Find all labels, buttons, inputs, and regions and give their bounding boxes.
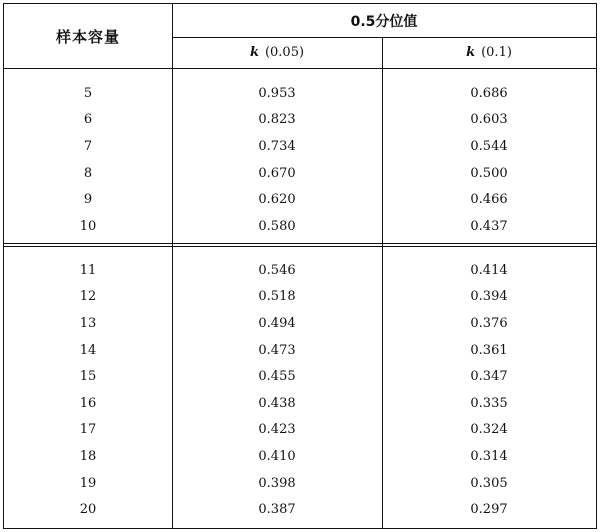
sample-size-cell: 10	[79, 218, 97, 234]
k005-cell: 0.410	[258, 448, 296, 464]
k01-cell: 0.414	[470, 262, 508, 278]
sample-size-cell: 20	[79, 502, 97, 518]
sample-size-cell: 13	[79, 315, 97, 331]
k005-cell: 0.423	[258, 422, 296, 438]
k01-cell: 0.500	[470, 165, 508, 181]
k01-cell: 0.376	[470, 315, 508, 331]
table-row	[4, 496, 596, 523]
k01-cell: 0.394	[470, 289, 508, 305]
k01-cell: 0.437	[470, 218, 508, 234]
sample-size-cell: 8	[83, 165, 93, 181]
table-row	[4, 213, 596, 240]
header-sample-size: 样本容量	[55, 27, 120, 46]
header-k-01	[382, 37, 596, 68]
k01-cell: 0.686	[470, 85, 508, 101]
table-row	[4, 337, 596, 364]
header-k-symbol: k	[466, 45, 476, 60]
table-row	[4, 160, 596, 187]
k005-cell: 0.438	[258, 395, 296, 411]
k005-cell: 0.953	[258, 85, 296, 101]
k005-cell: 0.823	[258, 112, 296, 128]
table-row	[4, 107, 596, 134]
sample-size-cell: 9	[83, 192, 93, 208]
sample-size-cell: 5	[83, 85, 93, 101]
table-row	[4, 363, 596, 390]
sample-size-cell: 19	[79, 475, 97, 491]
sample-size-cell: 16	[79, 395, 97, 411]
k01-cell: 0.466	[470, 192, 508, 208]
k005-cell: 0.387	[258, 502, 296, 518]
k005-cell: 0.518	[258, 289, 296, 305]
k01-cell: 0.305	[470, 475, 508, 491]
group-rule	[4, 246, 596, 247]
k005-cell: 0.455	[258, 369, 296, 385]
sample-size-cell: 12	[79, 289, 97, 305]
table-row	[4, 443, 596, 470]
header-k-symbol: k	[249, 45, 259, 60]
sample-size-cell: 6	[83, 112, 93, 128]
sample-size-cell: 18	[79, 448, 97, 464]
sample-size-cell: 7	[83, 138, 93, 154]
k01-cell: 0.544	[470, 138, 508, 154]
k005-cell: 0.398	[258, 475, 296, 491]
table-row	[4, 310, 596, 337]
header-k-005	[172, 37, 382, 68]
table-row	[4, 470, 596, 497]
header-k-arg: (0.1)	[481, 45, 512, 60]
header-bottom-rule	[4, 68, 596, 69]
k005-cell: 0.670	[258, 165, 296, 181]
k005-cell: 0.580	[258, 218, 296, 234]
sample-size-cell: 15	[79, 369, 97, 385]
table-row	[4, 133, 596, 160]
sample-size-cell: 11	[79, 262, 97, 278]
header-quantile-group: 0.5分位值	[350, 13, 418, 30]
k01-cell: 0.603	[470, 112, 508, 128]
sample-size-cell: 14	[79, 342, 97, 358]
group-rule	[4, 243, 596, 244]
quantile-table	[3, 3, 597, 529]
k005-cell: 0.620	[258, 192, 296, 208]
k01-cell: 0.335	[470, 395, 508, 411]
row-group-b	[4, 257, 596, 523]
table-row	[4, 390, 596, 417]
k01-cell: 0.297	[470, 502, 508, 518]
k005-cell: 0.734	[258, 138, 296, 154]
table-row	[4, 186, 596, 213]
k005-cell: 0.494	[258, 315, 296, 331]
table-row	[4, 80, 596, 107]
k01-cell: 0.324	[470, 422, 508, 438]
sample-size-cell: 17	[79, 422, 97, 438]
k01-cell: 0.314	[470, 448, 508, 464]
k005-cell: 0.546	[258, 262, 296, 278]
table-row	[4, 417, 596, 444]
k01-cell: 0.361	[470, 342, 508, 358]
header-k-arg: (0.05)	[264, 45, 305, 60]
table-row	[4, 257, 596, 284]
table-row	[4, 284, 596, 311]
k01-cell: 0.347	[470, 369, 508, 385]
row-group-a	[4, 80, 596, 240]
k005-cell: 0.473	[258, 342, 296, 358]
